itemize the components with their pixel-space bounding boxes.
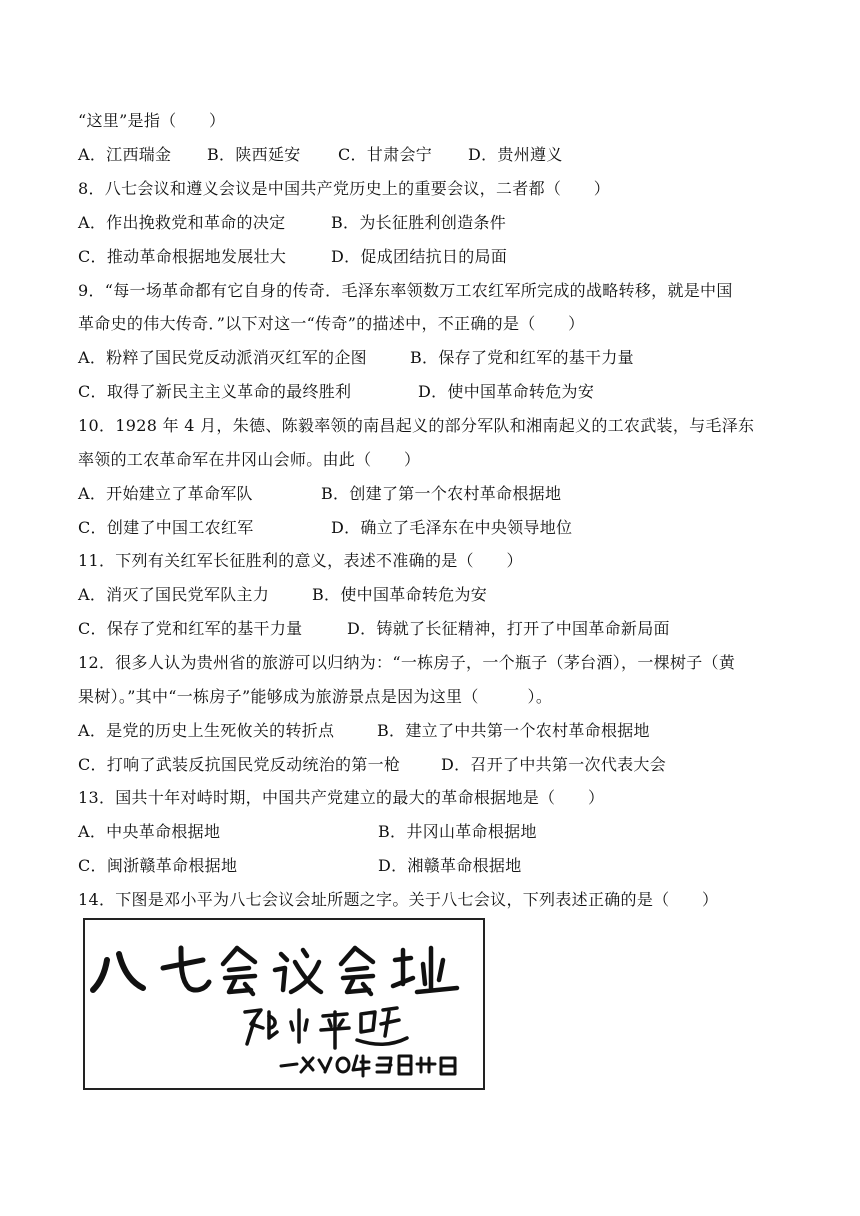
q13-option-a: A．中央革命根据地 xyxy=(78,822,221,841)
q12-stem-line-2: 果树）。”其中“一栋房子”能够成为旅游景点是因为这里（ ）。 xyxy=(78,687,553,706)
q12-stem-line-1: 12．很多人认为贵州省的旅游可以归纳为：“一栋房子，一个瓶子（茅台酒），一棵树子（黄 xyxy=(78,653,736,672)
q13-option-d: D．湘赣革命根据地 xyxy=(378,856,522,875)
q13-stem-line-1: 13．国共十年对峙时期，中国共产党建立的最大的革命根据地是（ ） xyxy=(78,788,605,807)
q11-option-a: A．消灭了国民党军队主力 xyxy=(78,585,270,604)
q12-option-b: B．建立了中共第一个农村革命根据地 xyxy=(377,721,650,740)
q8-option-c: C．推动革命根据地发展壮大 xyxy=(78,247,287,266)
q8-option-d: D．促成团结抗日的局面 xyxy=(331,247,508,266)
q7-option-a: A．江西瑞金 xyxy=(78,145,172,164)
calligraphy-char-5 xyxy=(341,948,373,994)
q8-stem-line-1: 8．八七会议和遵义会议是中国共产党历史上的重要会议，二者都（ ） xyxy=(78,179,611,198)
q10-stem-line-2: 率领的工农革命军在井冈山会师。由此（ ） xyxy=(78,450,421,469)
calligraphy-figure xyxy=(83,918,485,1090)
calligraphy-date xyxy=(281,1056,455,1076)
q12-option-d: D．召开了中共第一次代表大会 xyxy=(441,755,667,774)
q11-option-c: C．保存了党和红军的基干力量 xyxy=(78,619,303,638)
q14-stem-line-1: 14．下图是邓小平为八七会议会址所题之字。关于八七会议，下列表述正确的是（ ） xyxy=(78,890,719,909)
calligraphy-char-3 xyxy=(223,948,255,994)
q9-option-b: B．保存了党和红军的基干力量 xyxy=(410,348,634,367)
q7-option-c: C．甘肃会宁 xyxy=(338,145,433,164)
q12-option-a: A．是党的历史上生死攸关的转折点 xyxy=(78,721,335,740)
q9-option-c: C．取得了新民主主义革命的最终胜利 xyxy=(78,382,352,401)
q13-option-b: B．井冈山革命根据地 xyxy=(378,822,537,841)
q13-option-c: C．闽浙赣革命根据地 xyxy=(78,856,238,875)
q10-option-c: C．创建了中国工农红军 xyxy=(78,518,254,537)
q10-option-b: B．创建了第一个农村革命根据地 xyxy=(321,484,562,503)
calligraphy-char-6 xyxy=(393,948,457,992)
q9-option-d: D．使中国革命转危为安 xyxy=(418,382,595,401)
calligraphy-signature xyxy=(245,1008,407,1048)
q10-stem-line-1: 10．1928 年 4 月，朱德、陈毅率领的南昌起义的部分军队和湘南起义的工农武装，与毛泽东 xyxy=(78,416,755,435)
q10-option-a: A．开始建立了革命军队 xyxy=(78,484,253,503)
calligraphy-image xyxy=(85,920,483,1088)
q8-option-a: A．作出挽救党和革命的决定 xyxy=(78,213,286,232)
q9-stem-line-1: 9．“每一场革命都有它自身的传奇．毛泽东率领数万工农红军所完成的战略转移，就是中国 xyxy=(78,281,733,300)
q11-stem-line-1: 11．下列有关红军长征胜利的意义，表述不准确的是（ ） xyxy=(78,551,523,570)
q9-option-a: A．粉粹了国民党反动派消灭红军的企图 xyxy=(78,348,367,367)
q11-option-b: B．使中国革命转危为安 xyxy=(312,585,488,604)
q7-option-b: B．陕西延安 xyxy=(207,145,301,164)
calligraphy-char-2 xyxy=(163,948,209,990)
q10-option-d: D．确立了毛泽东在中央领导地位 xyxy=(331,518,573,537)
calligraphy-char-1 xyxy=(93,954,143,990)
q8-option-b: B．为长征胜利创造条件 xyxy=(331,213,507,232)
calligraphy-char-4 xyxy=(275,950,321,992)
q11-option-d: D．铸就了长征精神，打开了中国革命新局面 xyxy=(347,619,670,638)
q7-stem-line-1: “这里”是指（ ） xyxy=(78,111,226,130)
q12-option-c: C．打响了武装反抗国民党反动统治的第一枪 xyxy=(78,755,401,774)
q9-stem-line-2: 革命史的伟大传奇．”以下对这一“传奇”的描述中，不正确的是（ ） xyxy=(78,314,585,333)
q7-option-d: D．贵州遵义 xyxy=(468,145,563,164)
